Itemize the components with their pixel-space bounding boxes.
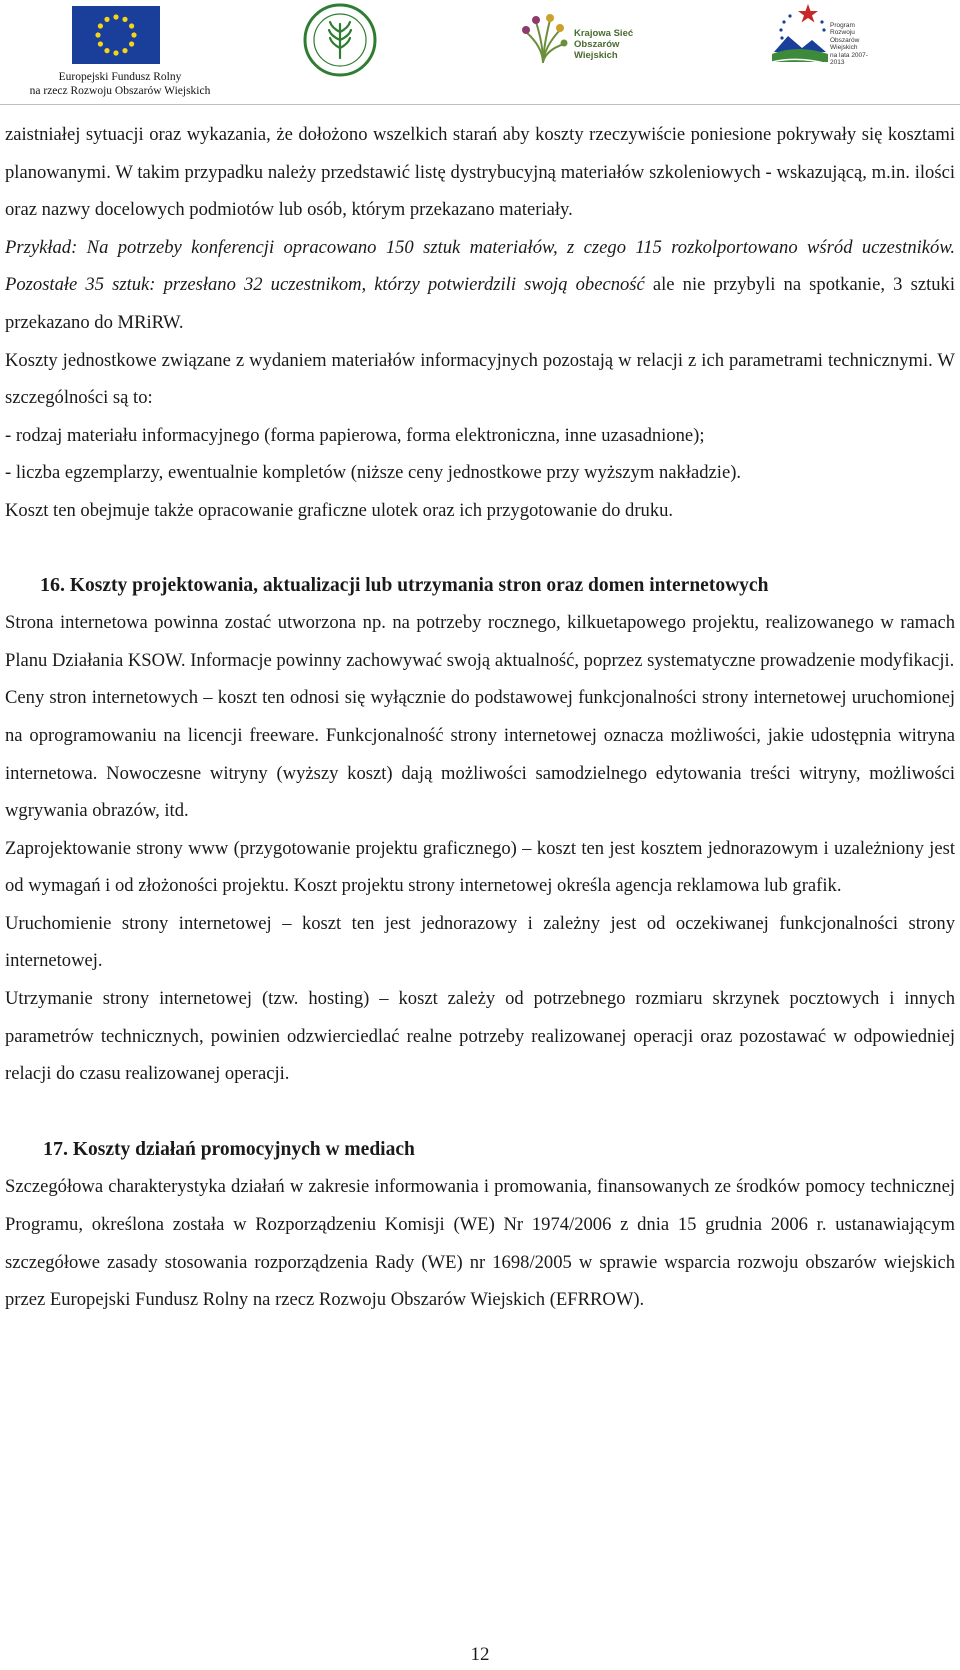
paragraph-website-hosting: Utrzymanie strony internetowej (tzw. hosting) – koszt zależy od potrzebnego rozmiaru skrzynek pocztowych i innych parametrów technicznych, powinien odzwierciedlać realne potrzeby realizowanej operacji oraz pozostawać w odpowiedniej relacji do czasu realizowanej operacji.	[5, 988, 955, 1085]
prow-logo-icon	[768, 2, 830, 74]
ksow-logo-icon	[516, 10, 570, 66]
section-number-17: 17.	[43, 1137, 68, 1160]
prow-logo-text	[830, 22, 878, 66]
paragraph-website-design: Zaprojektowanie strony www (przygotowanie projektu graficznego) – koszt ten jest kosztem jednorazowym i uzależniony jest od wymagań i od złożoności projektu. Koszt projektu strony internetowej określa agencja reklamowa lub grafik.	[5, 837, 955, 897]
eu-caption-line-1: Europejski Fundusz Rolny	[58, 71, 182, 83]
eu-flag-icon	[72, 6, 160, 64]
page-number: 12	[470, 1644, 490, 1665]
prow-line-1: Program	[830, 22, 855, 29]
ksow-logo-text	[574, 28, 656, 61]
page-header	[0, 0, 960, 106]
paragraph-website-launch: Uruchomienie strony internetowej – koszt ten jest jednorazowy i zależny jest od oczekiwanej funkcjonalności strony internetowej.	[5, 912, 955, 972]
ksow-logo	[516, 10, 656, 66]
eu-caption-line-2: na rzecz Rozwoju Obszarów Wiejskich	[29, 85, 211, 97]
section-number-16: 16.	[40, 573, 65, 596]
paragraph-graphic-design: Koszt ten obejmuje także opracowanie graficzne ulotek oraz ich przygotowanie do druku.	[5, 499, 674, 521]
paragraph-website: Strona internetowa powinna zostać utworzona np. na potrzeby rocznego, kilkuetapowego projektu, realizowanego w ramach Planu Działania KSOW. Informacje powinny zachowywać swoją aktualność, poprzez systematyczne prowadzenie modyfikacji.	[5, 612, 955, 671]
paragraph-distribution-list: zaistniałej sytuacji oraz wykazania, że dołożono wszelkich starań aby koszty rzeczywiście poniesione pokrywały się kosztami planowanymi. W takim przypadku należy przedstawić listę dystrybucyjną materiałów szkoleniowych - wskazującą, m.in. ilości oraz nazwy docelowych podmiotów lub osób, którym przekazano materiały.	[5, 124, 955, 221]
section-title-17: Koszty działań promocyjnych w mediach	[68, 1138, 415, 1160]
document-body	[5, 116, 955, 1319]
ksow-line-1: Krajowa Sieć	[574, 28, 634, 39]
eu-fund-caption	[20, 70, 220, 98]
list-item-copies: - liczba egzemplarzy, ewentualnie kompletów (niższe ceny jednostkowe przy wyższym nakładzie).	[5, 462, 742, 484]
header-divider	[0, 104, 960, 105]
paragraph-example	[5, 229, 955, 342]
paragraph-website-prices: Ceny stron internetowych – koszt ten odnosi się wyłącznie do podstawowej funkcjonalności strony internetowej uruchomionej na oprogramowaniu na licencji freeware. Funkcjonalność strony internetowej oznacza możliwości, jakie udostępnia witryna internetowa. Nowoczesne witryny (wyższy koszt) dają możliwości samodzielnego edytowania treści witryny, możliwości wgrywania obrazów, itd.	[5, 687, 955, 822]
ministry-seal-icon	[302, 2, 378, 78]
section-heading-17	[5, 1131, 955, 1169]
prow-logo	[768, 2, 878, 74]
list-item-material-type: - rodzaj materiału informacyjnego (forma papierowa, forma elektroniczna, inne uzasadnione);	[5, 424, 705, 446]
paragraph-unit-costs: Koszty jednostkowe związane z wydaniem materiałów informacyjnych pozostają w relacji z ich parametrami technicznymi. W szczególności są to:	[5, 349, 955, 409]
prow-line-3: Obszarów	[830, 36, 860, 44]
prow-line-5: na lata 2007-2013	[830, 51, 868, 67]
prow-line-2: Rozwoju	[830, 29, 855, 37]
section-heading-16	[5, 567, 955, 605]
example-italic-text: Przykład: Na potrzeby konferencji opracowano 150 sztuk materiałów, z czego 115 rozkolportowano wśród uczestników. Pozostałe 35 sztuk: przesłano 32 uczestnikom, którzy potwierdzili swoją obecność	[5, 236, 955, 296]
ksow-line-2: Obszarów Wiejskich	[574, 39, 620, 61]
section-title-16: Koszty projektowania, aktualizacji lub utrzymania stron oraz domen internetowych	[65, 574, 769, 596]
paragraph-promotion: Szczegółowa charakterystyka działań w zakresie informowania i promowania, finansowanych ze środków pomocy technicznej Programu, określona została w Rozporządzeniu Komisji (WE) Nr 1974/2006 z dnia 15 grudnia 2006 r. ustanawiającym szczegółowe zasady stosowania rozporządzenia Rady (WE) nr 1698/2005 w sprawie wsparcia rozwoju obszarów wiejskich przez Europejski Fundusz Rolny na rzecz Rozwoju Obszarów Wiejskich (EFRROW).	[5, 1176, 955, 1311]
prow-line-4: Wiejskich	[830, 44, 858, 52]
example-tail-text: ale nie przybyli na spotkanie, 3 sztuki przekazano do MRiRW.	[5, 274, 955, 333]
